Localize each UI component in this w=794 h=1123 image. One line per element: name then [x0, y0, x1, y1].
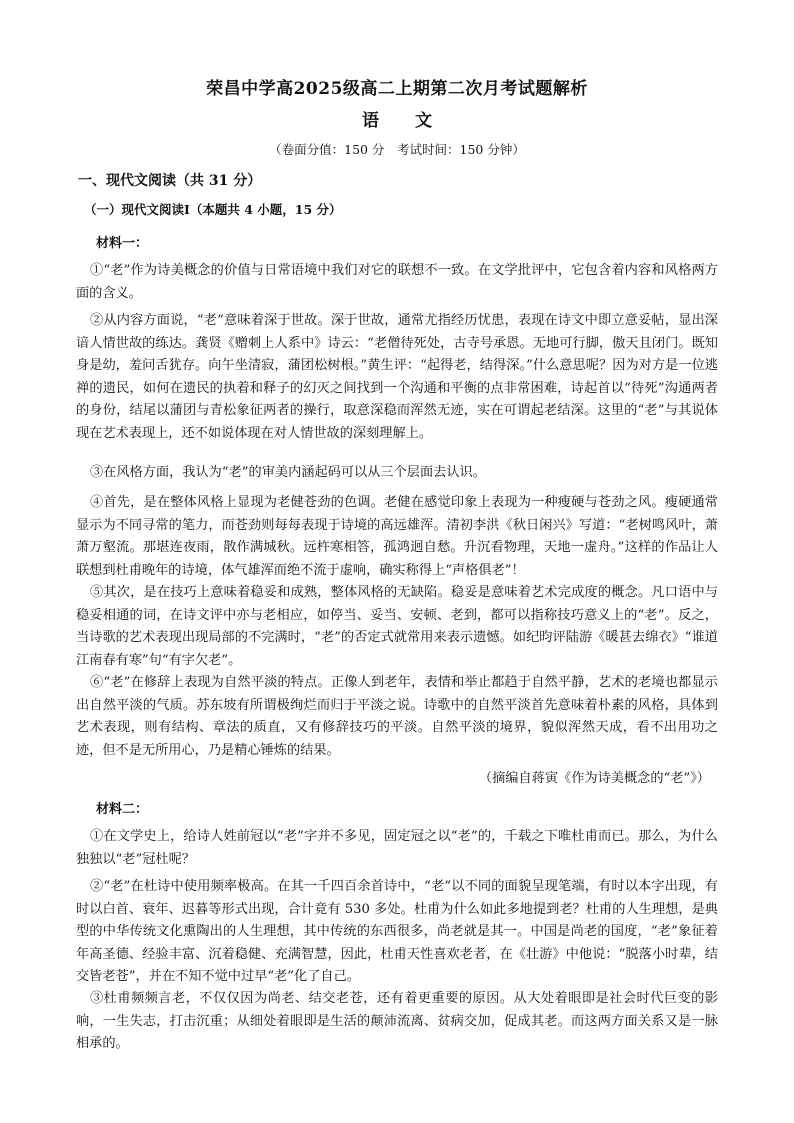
- section-heading: 一、现代文阅读（共 31 分）: [78, 173, 262, 189]
- material-two-paragraph-2: ②“老”在杜诗中使用频率极高。在其一千四百余首诗中，“老”以不同的面貌呈现笔端，有时以本字出现，有时以白首、衰年、迟暮等形式出现，合计竟有 530 多处。杜甫为什么如此多地提到老？杜甫的人生理想，是典型的中华传统文化熏陶出的人生理想，其中传统的东西很多，尚老就是其一。中国是尚老的国度，“老”象征着年高圣德、经验丰富、沉着稳健、充满智慧，因此，杜甫天性喜欢老者，在《壮游》中他说：“脱落小时辈，结交皆老苍”，并在不知不觉中过早“老”化了自己。: [76, 879, 718, 984]
- material-one-paragraph-6: ⑥“老”在修辞上表现为自然平淡的特点。正像人到老年，表情和举止都趋于自然平静，艺术的老境也都显示出自然平淡的气质。苏东坡有所谓极绚烂而归于平淡之说。诗歌中的自然平淡首先意味着朴素的风格，具体到艺术表现，则有结构、章法的质直，又有修辞技巧的平淡。自然平淡的境界，貌似浑然天成，看不出用功之迹，但不是无所用心，乃是精心锤炼的结果。: [76, 675, 718, 758]
- subject-title: 语文: [362, 111, 468, 131]
- material-two-paragraph-3: ③杜甫频频言老，不仅仅因为尚老、结交老苍，还有着更重要的原因。从大处着眼即是社会时代巨变的影响，一生失志，打击沉重；从细处着眼即是生活的颠沛流离、贫病交加，促成其老。而这两方面关系又是一脉相承的。: [76, 991, 718, 1051]
- material-one-label: 材料一：: [96, 236, 149, 251]
- material-one-paragraph-3: ③在风格方面，我认为“老”的审美内涵起码可以从三个层面去认识。: [90, 465, 486, 480]
- material-one-paragraph-2: ②从内容方面说，“老”意味着深于世故。深于世故，通常尤指经历忧患，表现在诗文中即立意妥帖，显出深谙人情世故的练达。龚贤《赠刺上人系中》诗云：“老僧待死处，古寺号承恩。无地可行脚，傲天且闭门。既知身是幼，羞问舌犹存。向午坐清寂，蒲团松树根。”黄生评：“起得老，结得深。”什么意思呢？因为对方是一位逃禅的遗民，如何在遗民的执着和释子的幻灭之间找到一个沟通和平衡的点非常困难，诗起首以“待死”沟通两者的身份，结尾以蒲团与青松象征两者的操行，取意深稳而浑然无迹，实在可谓起老结深。这里的“老”与其说体现在艺术表现上，还不如说体现在对人情世故的深刻理解上。: [76, 313, 718, 441]
- material-one-paragraph-5: ⑤其次，是在技巧上意味着稳妥和成熟，整体风格的无缺陷。稳妥是意味着艺术完成度的概念。凡口语中与稳妥相通的词，在诗文评中亦与老相应，如停当、妥当、安顿、老到，都可以指称技巧意义上的“老”。反之，当诗歌的艺术表现出现局部的不完满时，“老”的否定式就常用来表示遗憾。如纪昀评陆游《暖甚去绵衣》“谁道江南春有寒”句“有字欠老”。: [76, 585, 718, 668]
- exam-title: 荣昌中学高2025级高二上期第二次月考试题解析: [206, 79, 588, 99]
- material-one-paragraph-1: ①“老”作为诗美概念的价值与日常语境中我们对它的联想不一致。在文学批评中，它包含着内容和风格两方面的含义。: [76, 263, 718, 301]
- material-two-label: 材料二：: [96, 802, 149, 817]
- material-one-paragraph-4: ④首先，是在整体风格上显现为老健苍劲的色调。老健在感觉印象上表现为一种瘦硬与苍劲之风。瘦硬通常显示为不同寻常的笔力，而苍劲则每每表现于诗境的高远雄浑。清初李洪《秋日闲兴》写道：“老树鸣风叶，萧萧万壑流。那堪连夜雨，散作满城秋。远杵寒相答，孤鸿迥自愁。升沉看物理，天地一虚舟。”这样的作品让人联想到杜甫晚年的诗境，体气雄浑而绝不流于虚响，确实称得上“声格俱老”！: [76, 495, 718, 578]
- material-two-paragraph-1: ①在文学史上，给诗人姓前冠以“老”字并不多见，固定冠之以“老”的，千载之下唯杜甫而已。那么，为什么独独以“老”冠杜呢？: [76, 829, 718, 867]
- sub-section-heading: （一）现代文阅读Ⅰ（本题共 4 小题，15 分）: [84, 202, 342, 217]
- material-one-source: （摘编自蒋寅《作为诗美概念的“老”》）: [478, 771, 710, 786]
- exam-meta: （卷面分值：150 分 考试时间：150 分钟）: [269, 142, 525, 157]
